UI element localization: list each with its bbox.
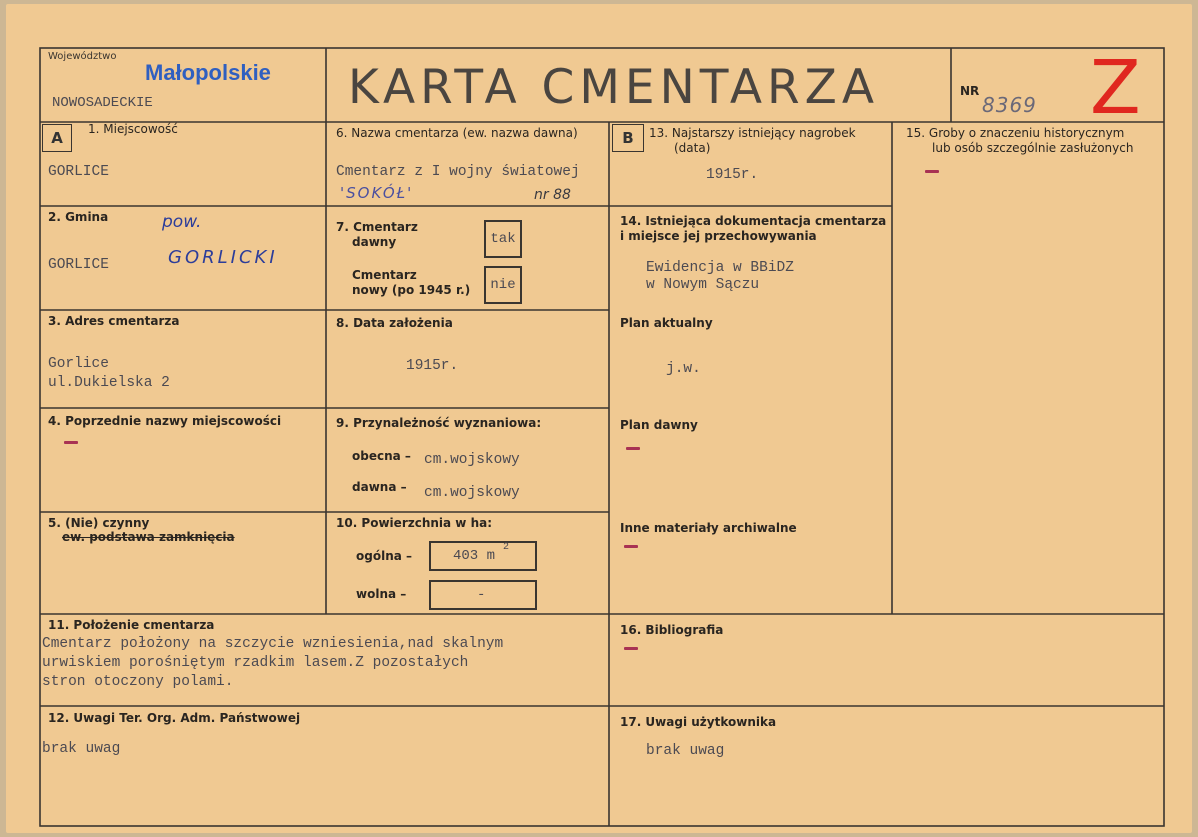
field-8-label: 8. Data założenia: [336, 316, 453, 330]
field-5-label: 5. (Nie) czynny: [48, 516, 150, 530]
field-16-empty-mark: [624, 647, 638, 650]
field-2-value: GORLICE: [48, 257, 109, 273]
field-9-dawna-value: cm.wojskowy: [424, 485, 520, 501]
field-12-value: brak uwag: [42, 741, 121, 757]
wojewodztwo-typed: NOWOSADECKIE: [52, 95, 153, 111]
field-13-label: 13. Najstarszy istniejący nagrobek: [649, 126, 856, 140]
category-letter: Z: [1090, 45, 1141, 131]
field-9-obecna-value: cm.wojskowy: [424, 452, 520, 468]
field-2-label: 2. Gmina: [48, 210, 109, 224]
field-14-line2: w Nowym Sączu: [646, 277, 760, 293]
field-15-sublabel: lub osób szczególnie zasłużonych: [932, 141, 1134, 155]
field-6-label: 6. Nazwa cmentarza (ew. nazwa dawna): [336, 126, 578, 140]
field-10-wolna-label: wolna –: [356, 587, 407, 601]
field-3-line1: Gorlice: [48, 356, 109, 372]
field-2-note: pow.: [162, 212, 202, 232]
plan-dawny-label: Plan dawny: [620, 418, 698, 432]
field-11-label: 11. Położenie cmentarza: [48, 618, 215, 632]
field-10-wolna-value: -: [477, 587, 486, 603]
field-10-label: 10. Powierzchnia w ha:: [336, 516, 493, 530]
field-5-sublabel: ew. podstawa zamknięcia: [62, 530, 235, 544]
field-15-empty-mark: [925, 170, 939, 173]
field-11-line3: stron otoczony polami.: [42, 674, 234, 690]
field-13-value: 1915r.: [706, 167, 759, 183]
field-7-label: 7. Cmentarz: [336, 220, 418, 234]
field-14-label: 14. Istniejąca dokumentacja cmentarza: [620, 214, 887, 228]
field-3-label: 3. Adres cmentarza: [48, 314, 180, 328]
plan-aktualny-label: Plan aktualny: [620, 316, 713, 330]
field-10-ogolna-label: ogólna –: [356, 549, 413, 563]
field-6-value: Cmentarz z I wojny światowej: [336, 164, 580, 180]
field-11-line2: urwiskiem porośniętym rzadkim lasem.Z pozostałych: [42, 655, 469, 671]
nr-value: 8369: [982, 93, 1037, 117]
field-10-wolna-box: [429, 580, 537, 610]
cemetery-record-card: [6, 4, 1192, 833]
inne-materialy-label: Inne materiały archiwalne: [620, 521, 797, 535]
field-7-nowy-box: nie: [484, 266, 522, 304]
field-9-obecna-label: obecna –: [352, 449, 411, 463]
section-b-mark: B: [612, 124, 644, 152]
field-16-label: 16. Bibliografia: [620, 623, 724, 637]
field-7-nowy-label: Cmentarz: [352, 268, 417, 282]
field-12-label: 12. Uwagi Ter. Org. Adm. Państwowej: [48, 711, 301, 725]
field-17-value: brak uwag: [646, 743, 725, 759]
field-7-nowy-sublabel: nowy (po 1945 r.): [352, 283, 471, 297]
field-1-value: GORLICE: [48, 164, 109, 180]
field-14-sublabel: i miejsce jej przechowywania: [620, 229, 817, 243]
field-9-label: 9. Przynależność wyznaniowa:: [336, 416, 542, 430]
field-2-powiat: GORLICKI: [168, 247, 278, 268]
field-3-line2: ul.Dukielska 2: [48, 375, 170, 391]
field-7-dawny-box: tak: [484, 220, 522, 258]
section-a-mark: A: [42, 124, 72, 152]
nr-label: NR: [960, 84, 980, 98]
field-13-sublabel: (data): [674, 141, 711, 155]
field-11-line1: Cmentarz położony na szczycie wzniesienia,nad skalnym: [42, 636, 504, 652]
inne-materialy-empty-mark: [624, 545, 638, 548]
field-15-label: 15. Groby o znaczeniu historycznym: [906, 126, 1125, 140]
card-title: KARTA CMENTARZA: [348, 60, 879, 115]
field-4-empty-mark: [64, 441, 78, 444]
field-10-ogolna-box: [429, 541, 537, 571]
field-6-hand-name: 'SOKÓŁ': [340, 184, 414, 202]
plan-aktualny-value: j.w.: [666, 361, 701, 377]
field-10-ogolna-value: 403 m: [453, 548, 496, 564]
field-7-dawny-label: dawny: [352, 235, 397, 249]
field-9-dawna-label: dawna –: [352, 480, 407, 494]
field-1-label: 1. Miejscowość: [88, 122, 178, 136]
wojewodztwo-label: Województwo: [48, 51, 117, 62]
field-14-line1: Ewidencja w BBiDZ: [646, 260, 794, 276]
wojewodztwo-stamp: Małopolskie: [145, 60, 271, 85]
plan-dawny-empty-mark: [626, 447, 640, 450]
field-17-label: 17. Uwagi użytkownika: [620, 715, 777, 729]
field-10-ogolna-unit-exponent: 2: [503, 542, 510, 553]
field-4-label: 4. Poprzednie nazwy miejscowości: [48, 414, 282, 428]
field-6-hand-number: nr 88: [534, 187, 571, 203]
field-8-value: 1915r.: [406, 358, 459, 374]
